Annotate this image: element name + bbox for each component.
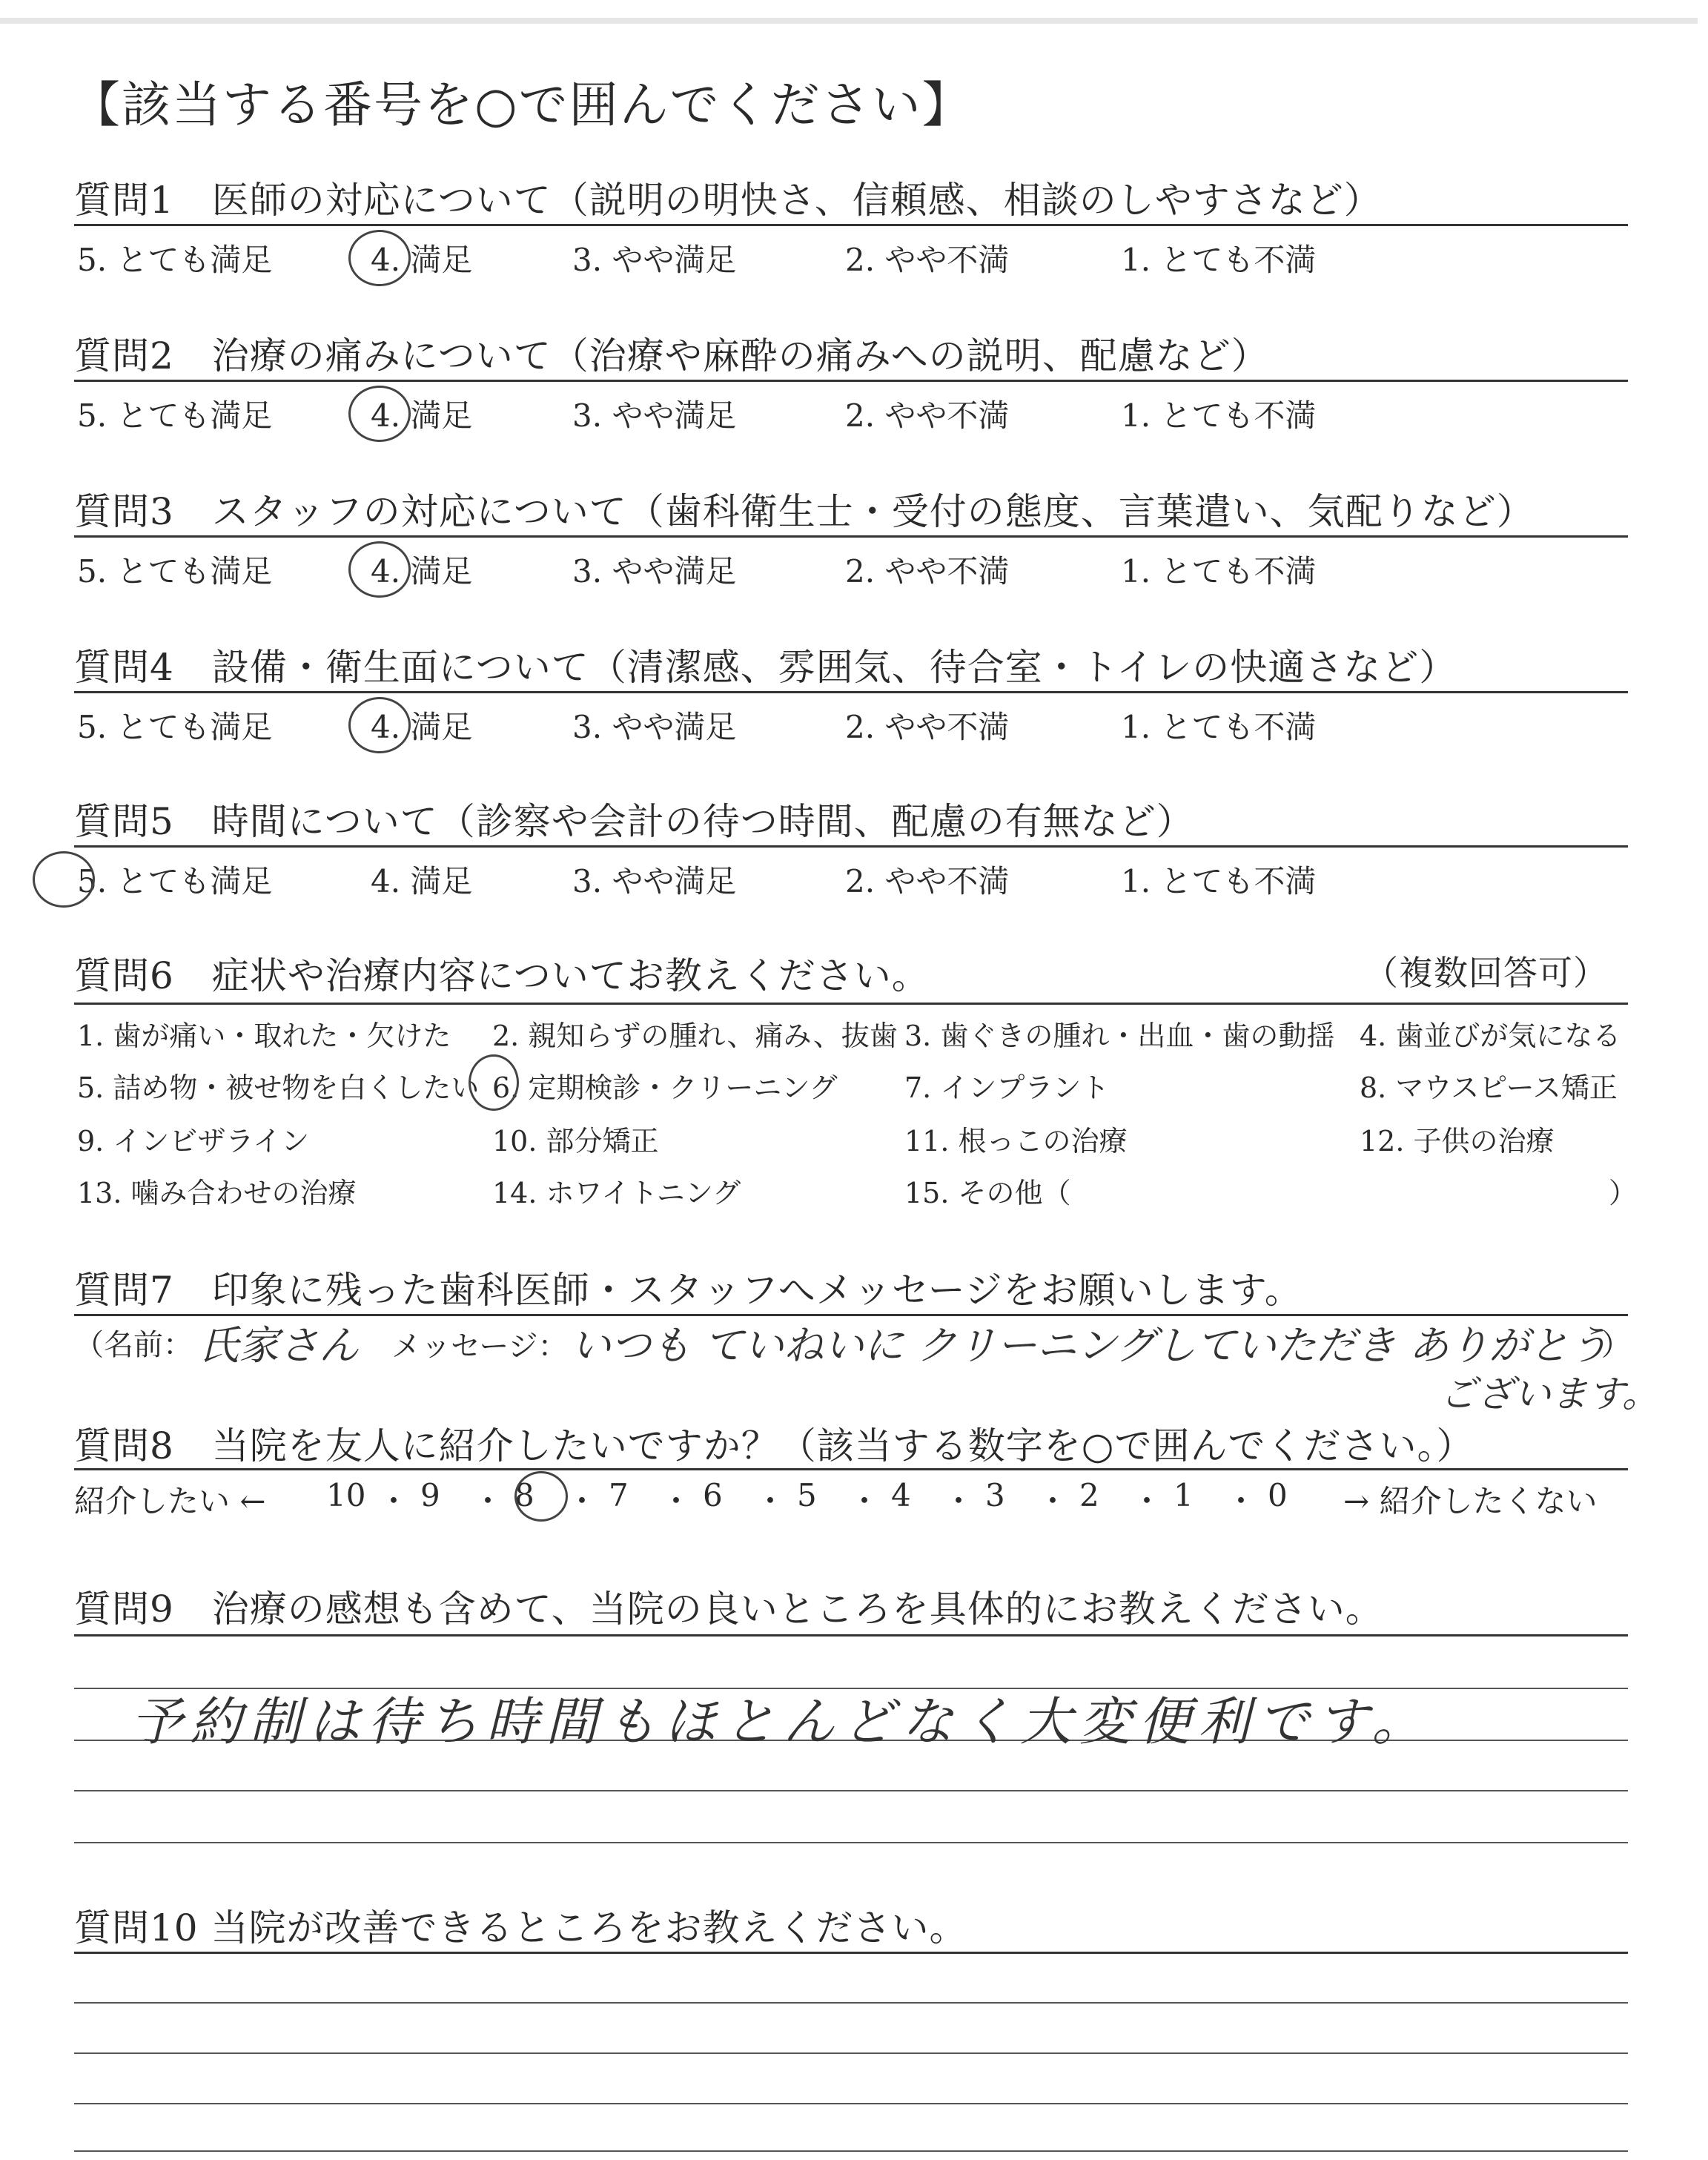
q10-answer-line: [74, 2150, 1628, 2152]
q8-scale-separator: ・: [1225, 1483, 1257, 1519]
selection-circle-q3: [348, 541, 411, 598]
q9-rule: [74, 1634, 1628, 1636]
q4-rule: [74, 691, 1628, 693]
q6-rule: [74, 1003, 1628, 1005]
q9-answer-line: [74, 1842, 1628, 1843]
q3-option-1[interactable]: 1. とても不満: [1121, 553, 1317, 589]
q2-title: 質問2 治療の痛みについて（治療や麻酔の痛みへの説明、配慮など）: [74, 334, 1269, 377]
q6-option-12[interactable]: 12. 子供の治療: [1360, 1125, 1555, 1157]
selection-circle-q4: [348, 697, 411, 753]
q1-option-2[interactable]: 2. やや不満: [845, 242, 1010, 278]
q4-option-4[interactable]: 4. 満足: [371, 709, 473, 745]
q6-option-15[interactable]: 15. その他（: [904, 1177, 1071, 1209]
q8-scale-separator: ・: [1131, 1483, 1163, 1519]
q8-scale-separator: ・: [849, 1483, 881, 1519]
q8-scale-6[interactable]: 6: [703, 1477, 723, 1513]
q4-option-1[interactable]: 1. とても不満: [1121, 709, 1317, 745]
q10-answer-line: [74, 2002, 1628, 2004]
q8-scale-2[interactable]: 2: [1079, 1477, 1099, 1513]
q3-rule: [74, 535, 1628, 538]
q8-rule: [74, 1468, 1628, 1470]
q7-name-label: （名前：: [74, 1328, 193, 1362]
q8-scale-3[interactable]: 3: [985, 1477, 1005, 1513]
q6-option-9[interactable]: 9. インビザライン: [77, 1125, 310, 1157]
q1-title: 質問1 医師の対応について（説明の明快さ、信頼感、相談のしやすさなど）: [74, 179, 1382, 222]
q2-option-4[interactable]: 4. 満足: [371, 397, 473, 434]
q10-title: 質問10 当院が改善できるところをお教えください。: [74, 1906, 967, 1949]
q2-option-2[interactable]: 2. やや不満: [845, 397, 1010, 434]
q7-message-line1: いつも ていねいに クリーニングしていただき ありがとう: [571, 1322, 1609, 1369]
q5-rule: [74, 845, 1628, 848]
selection-circle-q6: [469, 1054, 519, 1111]
q6-option-11[interactable]: 11. 根っこの治療: [904, 1125, 1128, 1157]
q6-option-3[interactable]: 3. 歯ぐきの腫れ・出血・歯の動揺: [904, 1020, 1335, 1052]
q3-option-5[interactable]: 5. とても満足: [77, 553, 273, 589]
selection-circle-q1: [348, 230, 411, 286]
q6-option-7[interactable]: 7. インプラント: [904, 1071, 1110, 1104]
q8-right-label: → 紹介したくない: [1343, 1483, 1598, 1519]
q8-scale-10[interactable]: 10: [326, 1477, 366, 1513]
q10-rule: [74, 1952, 1628, 1954]
q5-option-3[interactable]: 3. やや満足: [572, 863, 737, 899]
q8-scale-7[interactable]: 7: [609, 1477, 629, 1513]
q6-other-close: ）: [1609, 1177, 1638, 1209]
q9-title: 質問9 治療の感想も含めて、当院の良いところを具体的にお教えください。: [74, 1588, 1383, 1631]
q5-option-5[interactable]: 5. とても満足: [77, 863, 273, 899]
q8-left-label: 紹介したい ←: [74, 1483, 266, 1519]
q6-option-8[interactable]: 8. マウスピース矯正: [1360, 1071, 1618, 1104]
q2-rule: [74, 380, 1628, 382]
selection-circle-q2: [348, 386, 411, 442]
q5-option-4[interactable]: 4. 満足: [371, 863, 473, 899]
q7-title: 質問7 印象に残った歯科医師・スタッフへメッセージをお願いします。: [74, 1269, 1302, 1312]
q8-scale-separator: ・: [943, 1483, 975, 1519]
q6-option-1[interactable]: 1. 歯が痛い・取れた・欠けた: [77, 1020, 451, 1052]
q6-note: （複数回答可）: [1364, 953, 1608, 993]
q2-option-5[interactable]: 5. とても満足: [77, 397, 273, 434]
q8-scale-separator: ・: [566, 1483, 598, 1519]
q8-scale-0[interactable]: 0: [1268, 1477, 1288, 1513]
q1-rule: [74, 224, 1628, 226]
q3-title: 質問3 スタッフの対応について（歯科衛生士・受付の態度、言葉遣い、気配りなど）: [74, 490, 1535, 533]
q8-scale-separator: ・: [661, 1483, 692, 1519]
q8-scale-1[interactable]: 1: [1174, 1477, 1194, 1513]
q5-option-1[interactable]: 1. とても不満: [1121, 863, 1317, 899]
q7-message-line2: ございます。: [1440, 1373, 1659, 1416]
q3-option-2[interactable]: 2. やや不満: [845, 553, 1010, 589]
q1-option-1[interactable]: 1. とても不満: [1121, 242, 1317, 278]
q7-close-paren: ）: [1601, 1328, 1631, 1362]
q6-option-10[interactable]: 10. 部分矯正: [492, 1125, 659, 1157]
scan-edge: [0, 18, 1698, 24]
q4-option-2[interactable]: 2. やや不満: [845, 709, 1010, 745]
q6-option-5[interactable]: 5. 詰め物・被せ物を白くしたい: [77, 1071, 480, 1104]
q8-scale-separator: ・: [1037, 1483, 1069, 1519]
q6-option-14[interactable]: 14. ホワイトニング: [492, 1177, 741, 1209]
q2-option-1[interactable]: 1. とても不満: [1121, 397, 1317, 434]
q2-option-3[interactable]: 3. やや満足: [572, 397, 737, 434]
q8-scale-separator: ・: [378, 1483, 410, 1519]
q8-scale-8[interactable]: 8: [514, 1477, 534, 1513]
q6-option-4[interactable]: 4. 歯並びが気になる: [1360, 1020, 1621, 1052]
q6-option-6[interactable]: 6. 定期検診・クリーニング: [492, 1071, 838, 1104]
form-header: 【該当する番号を○で囲んでください】: [71, 76, 973, 133]
selection-circle-q5: [33, 851, 95, 908]
q8-scale-5[interactable]: 5: [797, 1477, 817, 1513]
q1-option-5[interactable]: 5. とても満足: [77, 242, 273, 278]
q4-title: 質問4 設備・衛生面について（清潔感、雰囲気、待合室・トイレの快適さなど）: [74, 646, 1457, 689]
selection-circle-q8: [514, 1471, 568, 1522]
q9-answer-line: [74, 1790, 1628, 1791]
q6-title: 質問6 症状や治療内容についてお教えください。: [74, 954, 930, 997]
q7-message-label: メッセージ：: [391, 1330, 568, 1364]
q8-scale-separator: ・: [472, 1483, 504, 1519]
q9-answer: 予約制は待ち時間もほとんどなく大変便利です。: [130, 1691, 1431, 1752]
q4-option-5[interactable]: 5. とても満足: [77, 709, 273, 745]
q1-option-3[interactable]: 3. やや満足: [572, 242, 737, 278]
q8-scale-separator: ・: [755, 1483, 787, 1519]
q6-option-2[interactable]: 2. 親知らずの腫れ、痛み、抜歯: [492, 1020, 898, 1052]
q10-answer-line: [74, 2103, 1628, 2104]
q10-answer-line: [74, 2052, 1628, 2054]
q4-option-3[interactable]: 3. やや満足: [572, 709, 737, 745]
q8-scale-9[interactable]: 9: [420, 1477, 440, 1513]
q8-title: 質問8 当院を友人に紹介したいですか？（該当する数字を○で囲んでください。）: [74, 1424, 1474, 1467]
q3-option-3[interactable]: 3. やや満足: [572, 553, 737, 589]
q5-title: 質問5 時間について（診察や会計の待つ時間、配慮の有無など）: [74, 800, 1194, 843]
q1-option-4[interactable]: 4. 満足: [371, 242, 473, 278]
q7-name-value: 氏家さん: [199, 1322, 359, 1369]
q8-scale-4[interactable]: 4: [891, 1477, 911, 1513]
q5-option-2[interactable]: 2. やや不満: [845, 863, 1010, 899]
q6-option-13[interactable]: 13. 噛み合わせの治療: [77, 1177, 357, 1209]
q3-option-4[interactable]: 4. 満足: [371, 553, 473, 589]
